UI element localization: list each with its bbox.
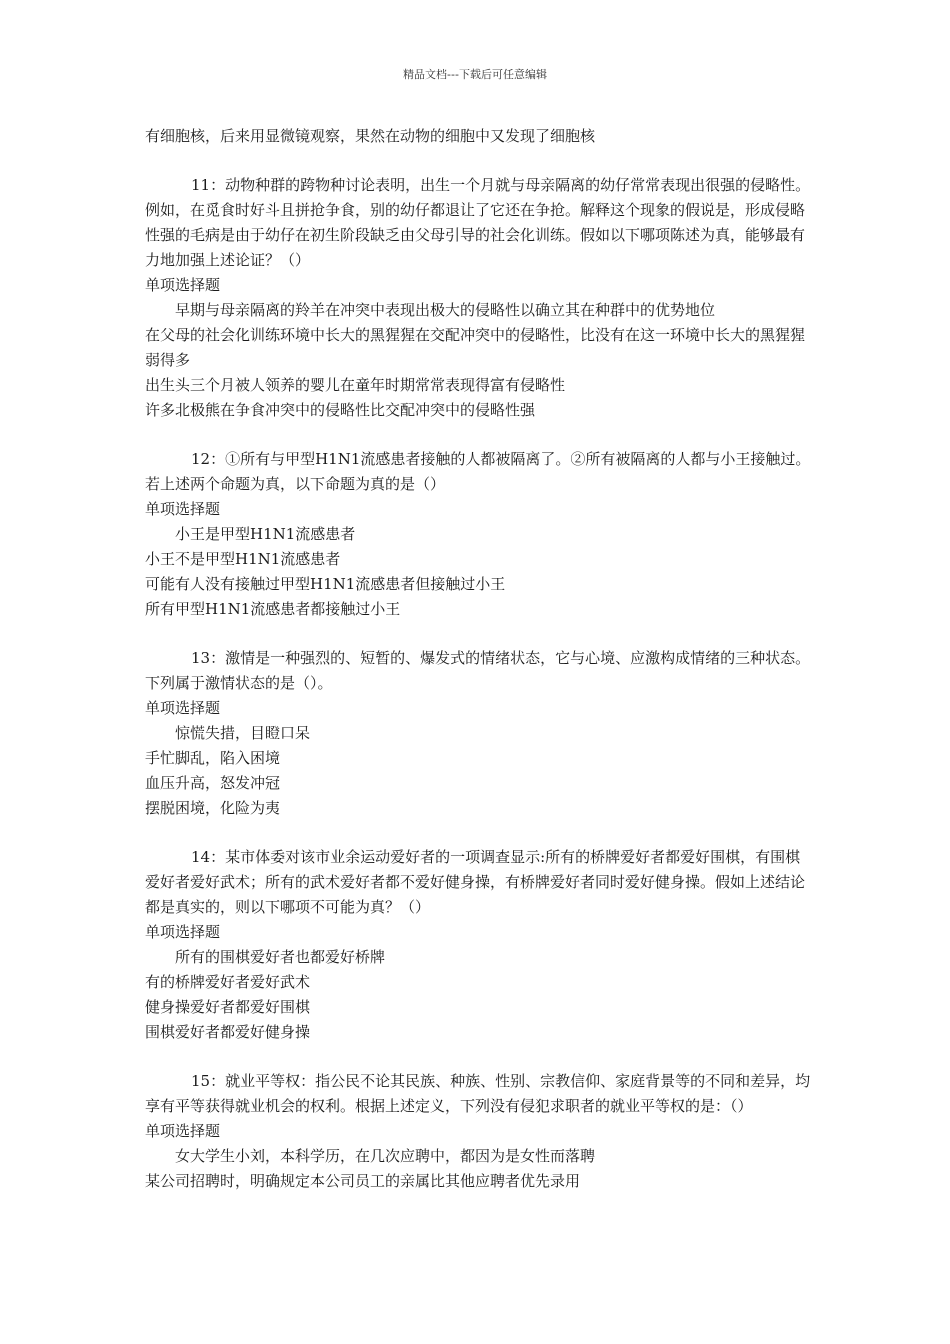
question-11	[145, 173, 815, 423]
option-d: 所有甲型H1N1流感患者都接触过小王	[145, 600, 401, 618]
question-type: 单项选择题	[145, 923, 221, 941]
option-c: 出生头三个月被人领养的婴儿在童年时期常常表现得富有侵略性	[145, 376, 566, 394]
option-a: 早期与母亲隔离的羚羊在冲突中表现出极大的侵略性以确立其在种群中的优势地位	[175, 301, 716, 319]
option-c: 健身操爱好者都爱好围棋	[145, 998, 311, 1016]
option-c: 血压升高，怒发冲冠	[145, 774, 281, 792]
question-text: 12：①所有与甲型H1N1流感患者接触的人都被隔离了。②所有被隔离的人都与小王接触过。若上述两个命题为真，以下命题为真的是（）	[145, 450, 811, 493]
question-15	[145, 1069, 815, 1194]
option-b: 在父母的社会化训练环境中长大的黑猩猩在交配冲突中的侵略性，比没有在这一环境中长大的黑猩猩弱得多	[145, 326, 806, 369]
option-a: 女大学生小刘，本科学历，在几次应聘中，都因为是女性而落聘	[175, 1147, 596, 1165]
question-type: 单项选择题	[145, 1122, 221, 1140]
option-d: 许多北极熊在争食冲突中的侵略性比交配冲突中的侵略性强	[145, 401, 536, 419]
option-b: 手忙脚乱，陷入困境	[145, 749, 281, 767]
question-13	[145, 646, 815, 821]
question-type: 单项选择题	[145, 500, 221, 518]
option-d: 摆脱困境，化险为夷	[145, 799, 281, 817]
option-a: 小王是甲型H1N1流感患者	[175, 525, 356, 543]
option-b: 某公司招聘时，明确规定本公司员工的亲属比其他应聘者优先录用	[145, 1172, 581, 1190]
option-d: 围棋爱好者都爱好健身操	[145, 1023, 311, 1041]
question-text: 15：就业平等权：指公民不论其民族、种族、性别、宗教信仰、家庭背景等的不同和差异，均享有平等获得就业机会的权利。根据上述定义，下列没有侵犯求职者的就业平等权的是：（）	[145, 1072, 811, 1115]
intro-paragraph: 有细胞核，后来用显微镜观察，果然在动物的细胞中又发现了细胞核	[145, 127, 596, 145]
option-a: 所有的围棋爱好者也都爱好桥牌	[175, 948, 386, 966]
question-text: 13：激情是一种强烈的、短暂的、爆发式的情绪状态，它与心境、应激构成情绪的三种状态。下列属于激情状态的是（）。	[145, 649, 811, 692]
question-12	[145, 447, 815, 622]
question-14	[145, 845, 815, 1045]
option-b: 小王不是甲型H1N1流感患者	[145, 550, 341, 568]
question-text: 11：动物种群的跨物种讨论表明，出生一个月就与母亲隔离的幼仔常常表现出很强的侵略性。例如，在觅食时好斗且拼抢争食，别的幼仔都退让了它还在争抢。解释这个现象的假说是，形成侵略性强的毛病是由于幼仔在初生阶段缺乏由父母引导的社会化训练。假如以下哪项陈述为真，能够最有力地加强上述论证？（）	[145, 176, 811, 269]
question-text: 14：某市体委对该市业余运动爱好者的一项调查显示:所有的桥牌爱好者都爱好围棋，有围棋爱好者爱好武术；所有的武术爱好者都不爱好健身操，有桥牌爱好者同时爱好健身操。假如上述结论都是真实的，则以下哪项不可能为真？（）	[145, 848, 806, 916]
option-b: 有的桥牌爱好者爱好武术	[145, 973, 311, 991]
option-c: 可能有人没有接触过甲型H1N1流感患者但接触过小王	[145, 575, 506, 593]
page-header: 精品文档---下载后可任意编辑	[403, 68, 547, 81]
question-type: 单项选择题	[145, 276, 221, 294]
question-type: 单项选择题	[145, 699, 221, 717]
option-a: 惊慌失措，目瞪口呆	[175, 724, 311, 742]
document-body	[145, 124, 815, 1194]
